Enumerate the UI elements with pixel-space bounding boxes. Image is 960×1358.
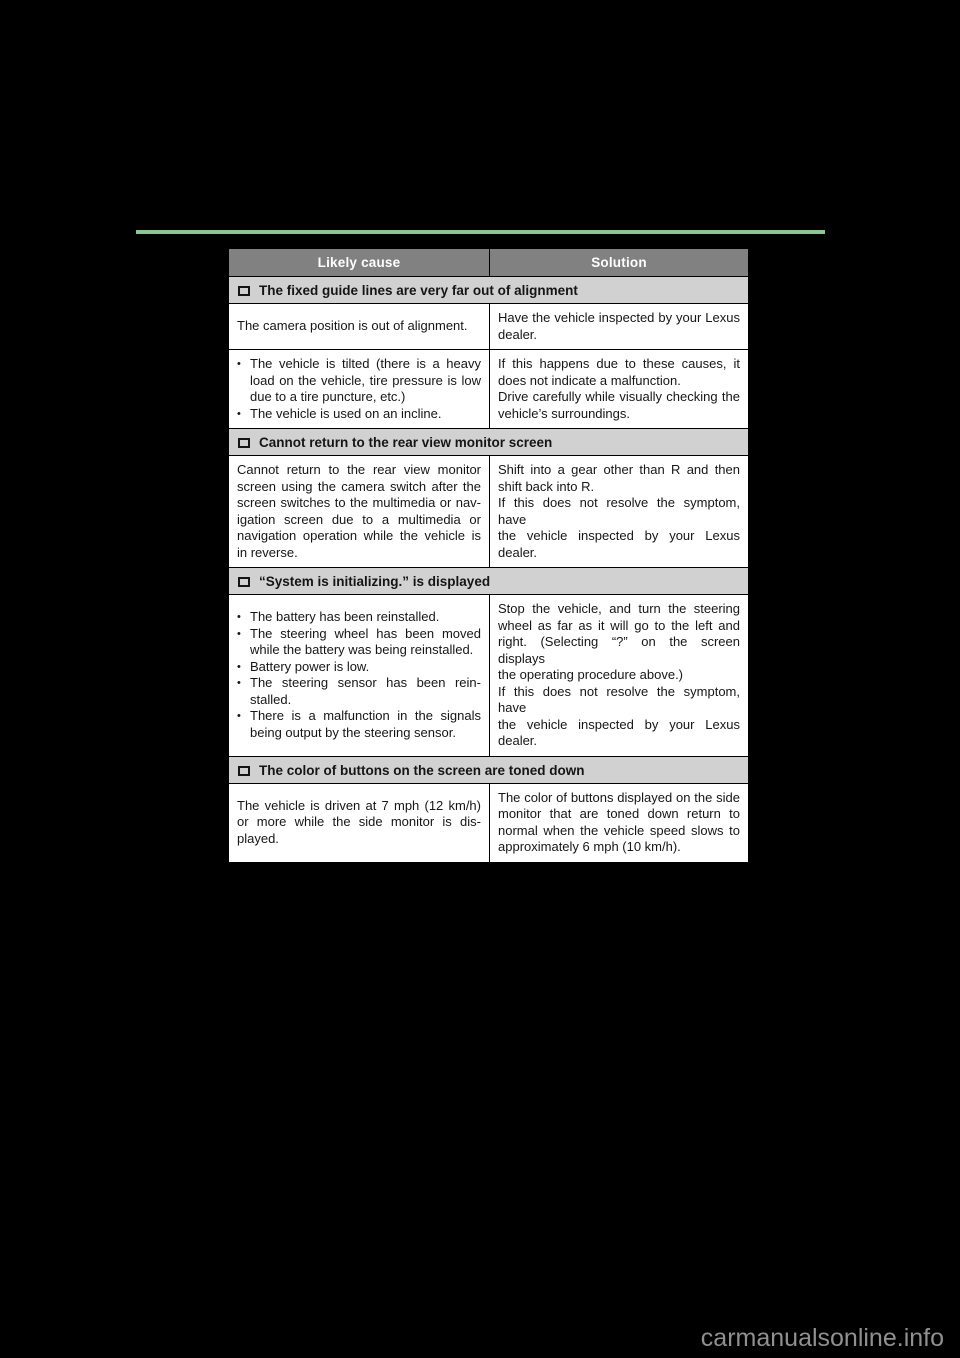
paragraph [250,626,481,659]
bullet-icon: • [237,710,241,723]
text-line: screen switches to the multimedia or nav- [237,495,481,510]
section-cell [229,568,749,595]
bullet-text [250,659,481,676]
text-line: The steering sensor has been rein- [250,675,481,691]
bullet-icon: • [237,358,241,370]
bullet-item [237,675,481,708]
text-line: right. (Selecting “?” on the screen displays [498,634,740,666]
text-line: wheel as far as it will go to the left and [498,617,740,633]
section-cell [229,429,749,456]
header-likely-cause: Likely cause [229,249,490,277]
bullet-item [237,626,481,659]
bullet-item [237,659,481,676]
section-title: The fixed guide lines are very far out of alignment [259,283,578,298]
bullet-icon: • [237,660,241,673]
table-row [229,456,749,568]
paragraph [498,495,740,561]
text-line: does not indicate a malfunction. [498,372,681,388]
text-line: navigation operation while the vehicle is [237,528,481,543]
paragraph [250,406,481,423]
bullet-text [250,609,481,626]
text-line: If this does not resolve the symptom, have [498,495,740,527]
text-line: due to a tire puncture, etc.) [250,389,406,404]
cause-cell [229,783,490,862]
text-line: dealer. [498,733,538,748]
bullet-item [237,406,481,423]
section-header-row [229,277,749,304]
text-line: There is a malfunction in the signals [250,708,481,724]
solution-cell [490,350,749,429]
text-line: shift back into R. [498,478,595,494]
text-line: The vehicle is driven at 7 mph (12 km/h) [237,797,481,813]
bullet-text [250,708,481,741]
bullet-item [237,609,481,626]
section-title: The color of buttons on the screen are toned down [259,762,585,778]
bullet-icon: • [237,611,241,624]
text-line: while the battery was being reinstalled. [250,642,474,658]
section-header-row [229,756,749,783]
bullet-text [250,675,481,708]
text-line: being output by the steering sensor. [250,724,456,740]
table-body [229,277,749,863]
paragraph [237,462,481,561]
text-line: played. [237,830,279,846]
table-row [229,783,749,862]
text-line: Have the vehicle inspected by your Lexus [498,310,740,325]
section-cell [229,756,749,783]
checkbox-icon [238,577,250,587]
text-line: The vehicle is tilted (there is a heavy [250,356,481,371]
text-line: the operating procedure above.) [498,667,684,682]
solution-cell [490,783,749,862]
paragraph [250,356,481,406]
paragraph [250,675,481,708]
text-line: vehicle’s surroundings. [498,405,630,421]
solution-cell [490,595,749,757]
paragraph [498,356,740,389]
section-title: Cannot return to the rear view monitor screen [259,435,553,450]
checkbox-icon [238,438,250,448]
text-line: screen using the camera switch after the [237,478,481,494]
paragraph [498,462,740,495]
table-row [229,304,749,350]
cause-cell [229,595,490,757]
bullet-item [237,356,481,406]
text-line: The camera position is out of alignment. [237,318,468,334]
text-line: The battery has been reinstalled. [250,609,440,625]
text-line: dealer. [498,326,538,342]
section-cell [229,277,749,304]
paragraph [498,790,740,856]
paragraph [498,601,740,684]
text-line: Cannot return to the rear view monitor [237,462,481,477]
bullet-icon: • [237,407,241,420]
bullet-text [250,356,481,406]
text-line: load on the vehicle, tire pressure is low [250,372,481,388]
paragraph [237,318,481,335]
checkbox-icon [238,766,250,776]
text-line: Drive carefully while visually checking the [498,389,740,404]
text-line: normal when the vehicle speed slows to [498,822,740,838]
text-line: The color of buttons displayed on the side [498,789,740,805]
paragraph [250,708,481,741]
troubleshooting-table [228,248,749,863]
green-divider-line [136,230,825,234]
cause-cell [229,304,490,350]
section-header-row [229,429,749,456]
header-solution: Solution [490,249,749,277]
text-line: Shift into a gear other than R and then [498,462,740,477]
paragraph [250,659,481,676]
table-header-row [229,249,749,277]
solution-cell [490,456,749,568]
bullet-text [250,406,481,423]
paragraph [498,389,740,422]
bullet-item [237,708,481,741]
section-title: “System is initializing.” is displayed [259,574,491,589]
text-line: or more while the side monitor is dis- [237,814,481,830]
text-line: the vehicle inspected by your Lexus [498,716,740,732]
text-line: approximately 6 mph (10 km/h). [498,839,681,854]
table-row [229,595,749,757]
text-line: monitor that are toned down return to [498,806,740,821]
text-line: The steering wheel has been moved [250,625,481,641]
paragraph [237,798,481,848]
text-line: dealer. [498,544,538,560]
text-line: in reverse. [237,544,298,560]
cause-cell [229,350,490,429]
text-line: If this happens due to these causes, it [498,356,740,371]
text-line: The vehicle is used on an incline. [250,405,442,421]
checkbox-icon [238,286,250,296]
text-line: Battery power is low. [250,658,370,674]
text-line: igation screen due to a multimedia or [237,511,481,527]
table-row [229,350,749,429]
text-line: stalled. [250,691,292,707]
solution-cell [490,304,749,350]
cause-cell [229,456,490,568]
watermark: carmanualsonline.info [700,1324,944,1352]
paragraph [498,684,740,750]
paragraph [250,609,481,626]
paragraph [498,310,740,343]
text-line: If this does not resolve the symptom, have [498,683,740,715]
section-header-row [229,568,749,595]
text-line: the vehicle inspected by your Lexus [498,528,740,543]
text-line: Stop the vehicle, and turn the steering [498,601,740,616]
bullet-text [250,626,481,659]
bullet-icon: • [237,627,241,640]
bullet-icon: • [237,677,241,690]
